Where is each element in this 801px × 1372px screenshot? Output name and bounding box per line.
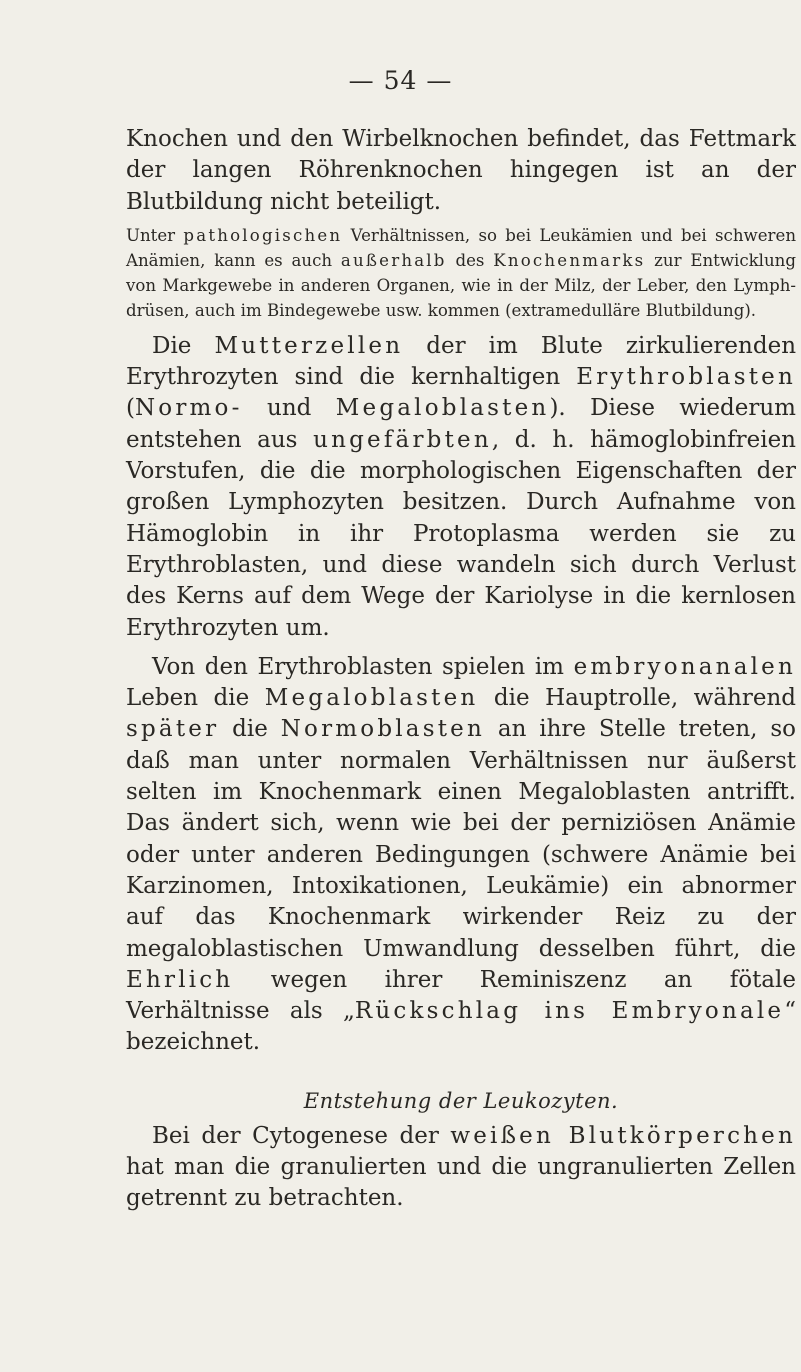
spaced-term: Megaloblasten (264, 685, 479, 712)
spaced-term: weißen Blutkörperchen (450, 1122, 796, 1149)
spaced-term: Knochenmarks (493, 250, 646, 270)
paragraph-pathological: Unter pathologischen Verhältnissen, so bei Leukämien und bei schweren Anämien, kann es auch außerhalb des Knochenmarks zur Entwicklung von Markgewebe in anderen Organen, wie in der Milz, der Leber, den Lymphdrüsen, auch im Bindegewebe usw. kommen (extramedulläre Blutbildung). (126, 225, 796, 320)
paragraph-bone-marrow: Knochen und den Wirbelknochen befindet, das Fettmark der langen Röhrenknochen hingegen ist an der Blutbildung nicht beteiligt. (126, 126, 796, 215)
spaced-term: Mutterzellen (214, 332, 404, 359)
page-number: — 54 — (348, 66, 453, 95)
paragraph-embryonal: Von den Erythroblasten spielen im embryonanalen Leben die Megaloblasten die Hauptrolle, während später die Normoblasten an ihre Stelle treten, so daß man unter normalen Verhältnissen nur äußerst selten im Knochenmark einen Megaloblasten antrifft. Das ändert sich, wenn wie bei der perniziösen Anämie oder unter anderen Bedingungen (schwere Anämie bei Karzinomen, Intoxikationen, Leukämie) ein abnormer auf das Knochenmark wirkender Reiz zu der megaloblastischen Umwandlung desselben führt, die Ehrlich wegen ihrer Reminiszenz an fötale Verhältnisse als „Rückschlag ins Embryonale“ bezeichnet. (126, 653, 796, 1056)
spaced-term: pathologischen (183, 225, 343, 245)
spaced-term: Rückschlag ins Embryonale (354, 998, 785, 1025)
spaced-term: embryonanalen (573, 653, 796, 680)
spaced-term: außerhalb (340, 250, 447, 270)
spaced-term: Ehrlich (126, 966, 234, 993)
spaced-term: später (126, 716, 220, 743)
paragraph-mother-cells: Die Mutterzellen der im Blute zirkulierenden Erythrozyten sind die kernhaltigen Erythroblasten (Normo- und Megaloblasten). Diese wiederum entstehen aus ungefärbten, d. h. hämoglobinfreien Vorstufen, die die morphologischen Eigenschaften der großen Lymphozyten besitzen. Durch Aufnahme von Hämoglobin in ihr Protoplasma werden sie zu Erythroblasten, und diese wandeln sich durch Verlust des Kerns auf dem Wege der Kariolyse in die kernlosen Erythrozyten um. (126, 332, 797, 641)
page-content (126, 124, 796, 1215)
spaced-term: Normo- (134, 395, 243, 422)
spaced-term: ungefärbten (313, 426, 492, 453)
spaced-term: Megaloblasten (335, 395, 550, 422)
spaced-term: Erythroblasten (576, 364, 796, 391)
paragraph-cytogenesis: Bei der Cytogenese der weißen Blutkörperchen hat man die granulierten und die ungranulierten Zellen getrennt zu betrachten. (126, 1122, 796, 1212)
section-heading: Entstehung der Leukozyten. (303, 1088, 619, 1113)
spaced-term: Normoblasten (280, 716, 485, 743)
